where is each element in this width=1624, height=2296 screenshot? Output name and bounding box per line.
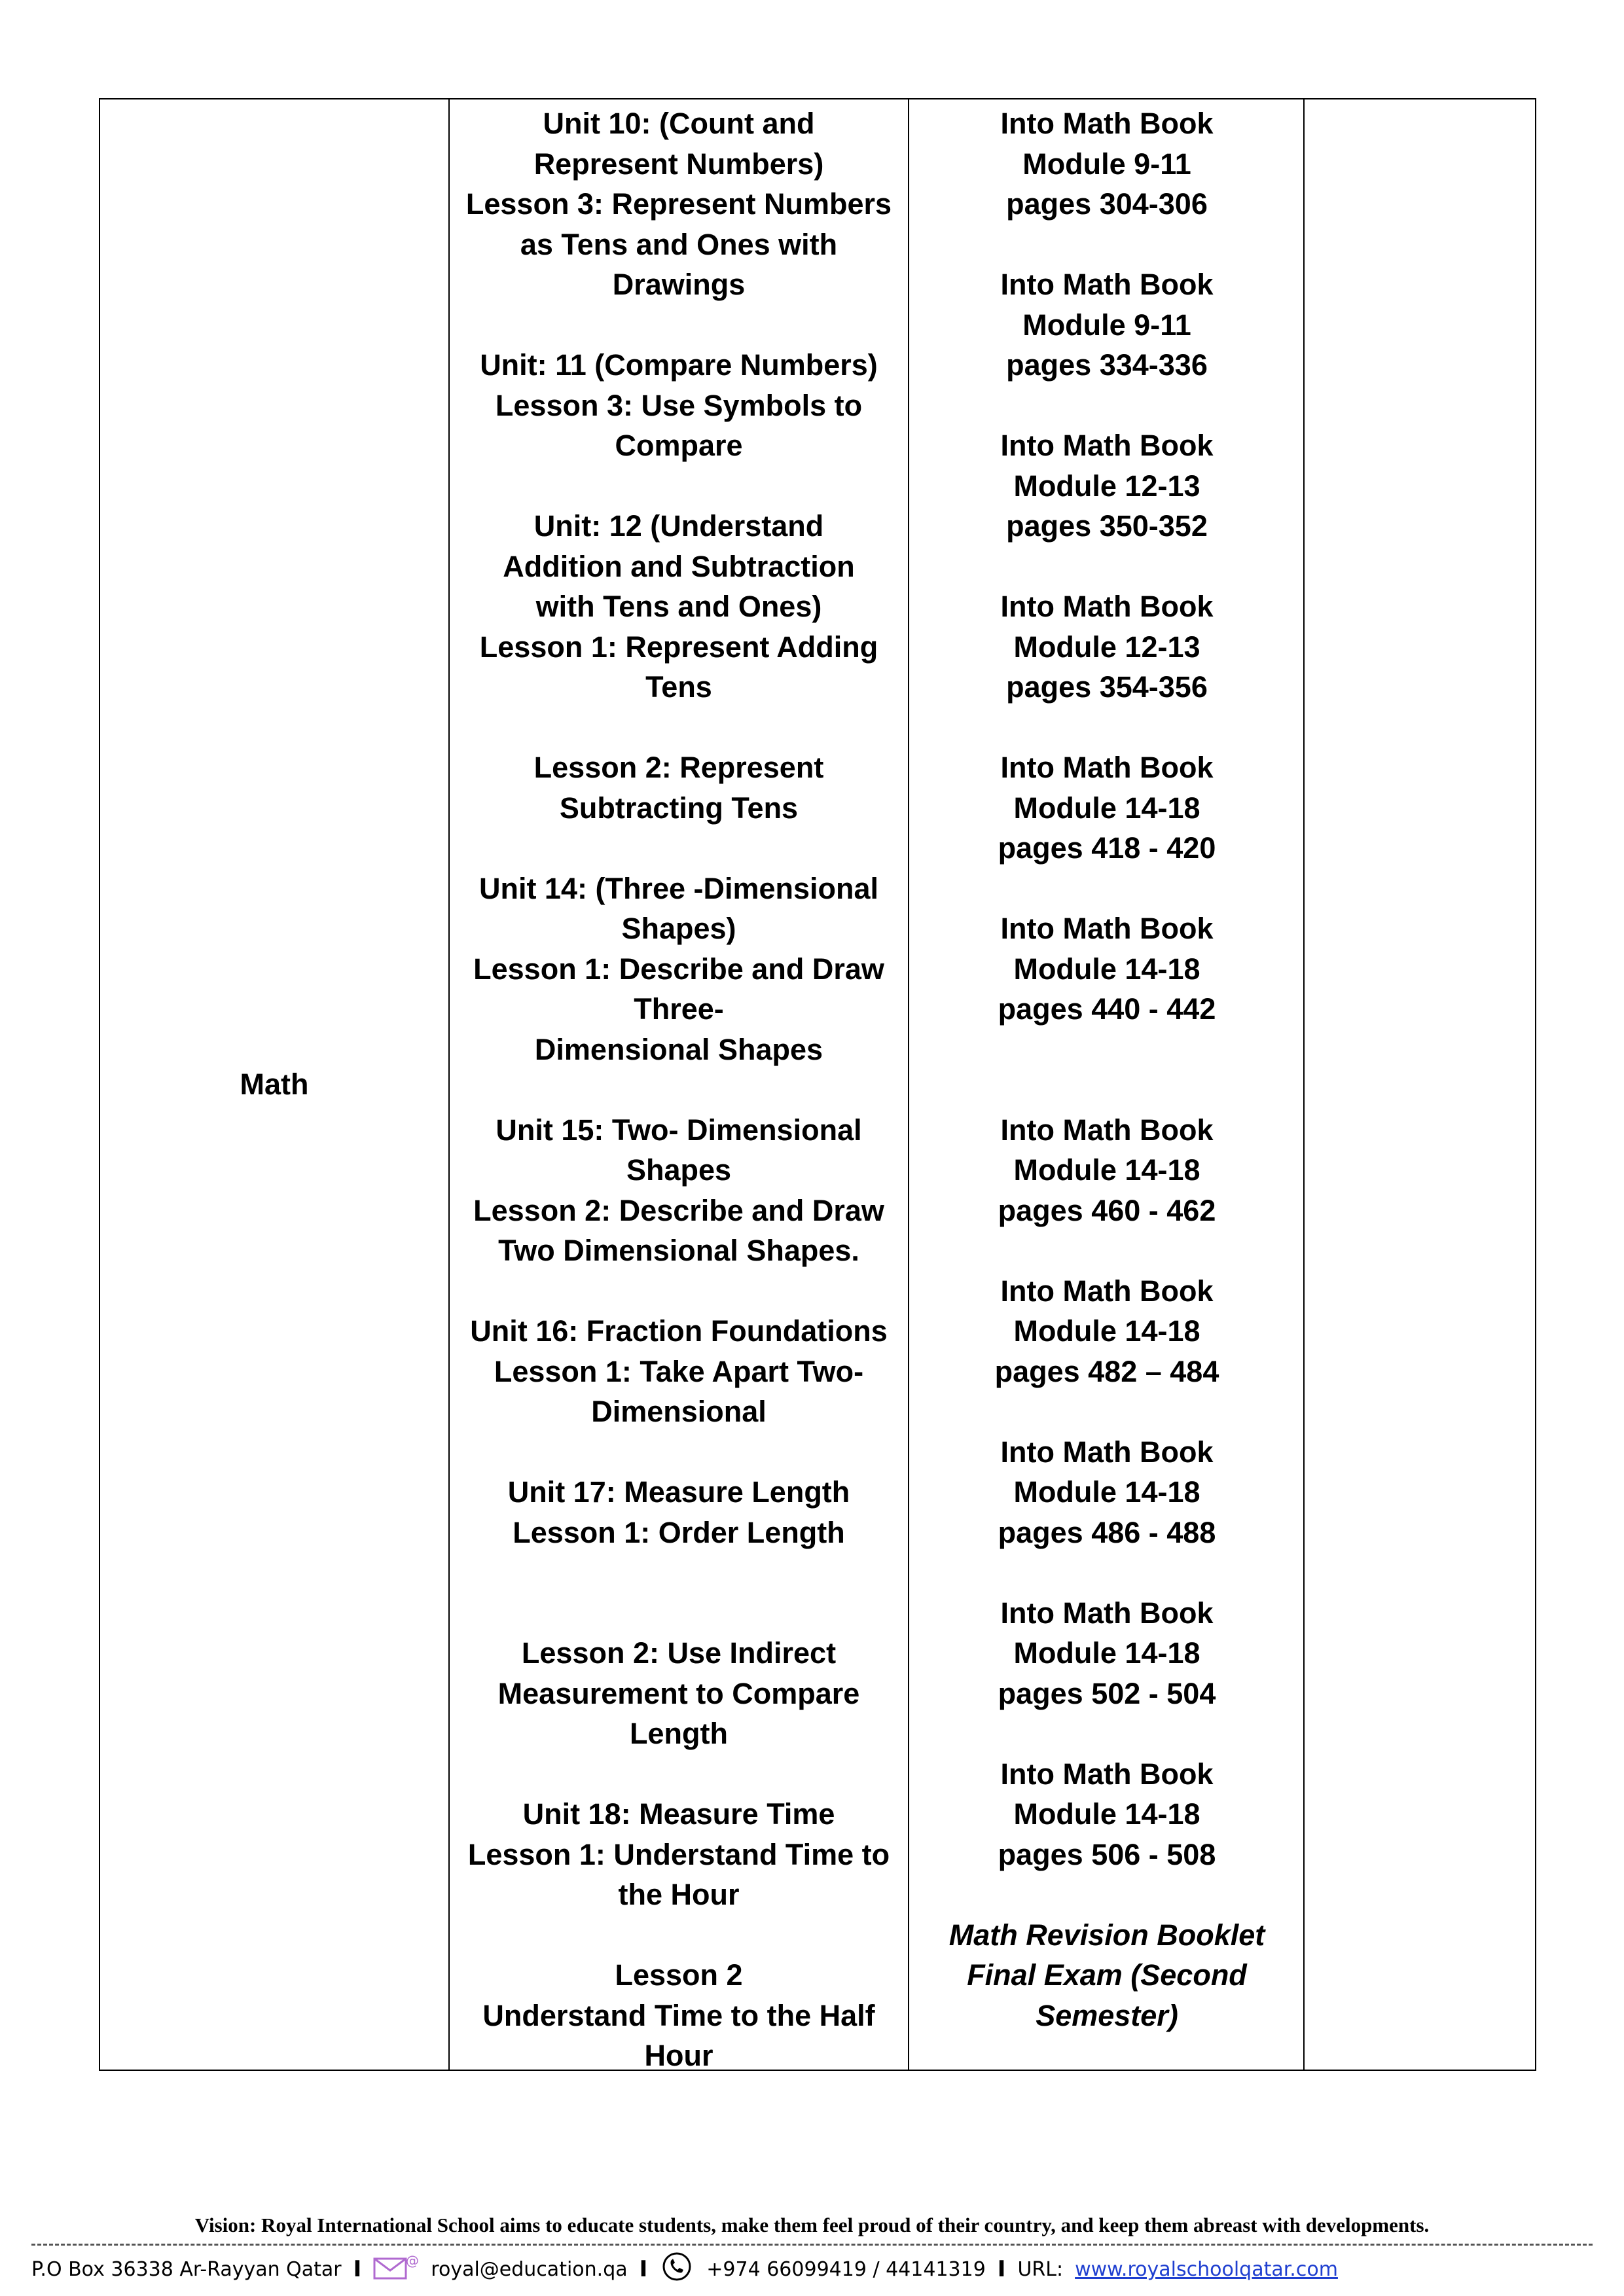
- lesson-line: Tens: [645, 670, 712, 704]
- resource-entry: [909, 103, 1305, 224]
- lesson-line: Unit 14: (Three -Dimensional: [478, 871, 879, 905]
- revision-line: Math Revision Booklet: [948, 1918, 1265, 1952]
- resource-line: Into Math Book: [1000, 1596, 1214, 1630]
- footer-contact: [31, 2251, 1338, 2287]
- lesson-line: Lesson 2: Represent: [533, 751, 824, 784]
- lesson-line: as Tens and Ones with: [520, 227, 838, 261]
- lesson-line: Compare: [615, 429, 743, 462]
- lesson-line: Measurement to Compare: [497, 1676, 860, 1710]
- revision-entry: [909, 1915, 1305, 2036]
- resource-entry: [909, 1271, 1305, 1392]
- resource-entry: [909, 1110, 1305, 1231]
- lesson-line: Lesson 1: Order Length: [513, 1515, 845, 1549]
- lesson-entry: [450, 1311, 908, 1432]
- resource-line: Module 14-18: [1013, 791, 1200, 825]
- svg-text:@: @: [406, 2253, 420, 2269]
- lesson-line: Two Dimensional Shapes.: [498, 1234, 859, 1267]
- resource-line: Into Math Book: [1000, 107, 1214, 140]
- resource-line: Into Math Book: [1000, 912, 1214, 945]
- lesson-line: the Hour: [618, 1878, 740, 1911]
- resource-line: pages 418 - 420: [998, 831, 1216, 865]
- lesson-line: Hour: [644, 2039, 713, 2072]
- lesson-line: Unit: 11 (Compare Numbers): [480, 348, 878, 382]
- lesson-line: Lesson 3: Represent Numbers: [465, 187, 892, 221]
- resource-line: pages 350-352: [1006, 509, 1208, 543]
- resource-line: Into Math Book: [1000, 590, 1214, 623]
- lesson-entry: [450, 103, 908, 305]
- resource-entry: [909, 1754, 1305, 1875]
- lesson-line: Understand Time to the Half: [482, 1998, 875, 2032]
- resource-line: Into Math Book: [1000, 1435, 1214, 1469]
- curriculum-table: [99, 98, 1536, 2071]
- resource-line: Module 12-13: [1013, 469, 1200, 503]
- resource-line: Module 12-13: [1013, 630, 1200, 664]
- lesson-line: Length: [630, 1717, 728, 1750]
- lesson-line: with Tens and Ones): [535, 590, 822, 623]
- lesson-line: Drawings: [612, 268, 746, 301]
- resource-line: Into Math Book: [1000, 268, 1214, 301]
- resource-line: pages 460 - 462: [998, 1193, 1216, 1227]
- lessons-cell: [450, 99, 908, 2070]
- url-label: URL:: [1017, 2257, 1064, 2281]
- lesson-entry: [450, 1794, 908, 1915]
- resource-line: Module 9-11: [1022, 308, 1191, 342]
- lesson-line: Represent Numbers): [533, 147, 824, 181]
- resource-line: Module 14-18: [1013, 1153, 1200, 1187]
- separator: I: [353, 2256, 362, 2282]
- lesson-entry: [450, 1633, 908, 1754]
- lesson-line: Lesson 1: Describe and Draw: [473, 952, 884, 986]
- resource-entry: [909, 1593, 1305, 1714]
- lesson-entry: [450, 747, 908, 828]
- lesson-line: Subtracting Tens: [559, 791, 799, 825]
- resource-line: pages 506 - 508: [998, 1837, 1216, 1871]
- lesson-line: Unit: 12 (Understand: [533, 509, 824, 543]
- resource-line: pages 482 – 484: [994, 1354, 1219, 1388]
- resource-line: Module 14-18: [1013, 1314, 1200, 1348]
- resource-line: Module 14-18: [1013, 1636, 1200, 1670]
- lesson-entry: [450, 869, 908, 1070]
- resource-line: Into Math Book: [1000, 1757, 1214, 1791]
- lesson-line: Lesson 2: [615, 1958, 743, 1992]
- notes-cell: [1305, 99, 1535, 2070]
- vision-statement: Vision: Royal International School aims to educate students, make them feel proud of their country, and keep them abreast with developments.: [194, 2214, 1430, 2236]
- lesson-line: Dimensional: [591, 1395, 767, 1428]
- lesson-line: Lesson 1: Take Apart Two-: [494, 1354, 864, 1388]
- subject-cell: [100, 99, 448, 2070]
- footer-divider: [31, 2244, 1593, 2246]
- resource-entry: [909, 264, 1305, 386]
- resource-line: Into Math Book: [1000, 1113, 1214, 1147]
- resource-line: Into Math Book: [1000, 751, 1214, 784]
- lesson-line: Addition and Subtraction: [503, 549, 855, 583]
- email-icon: [373, 2253, 419, 2285]
- resource-line: Module 9-11: [1022, 147, 1191, 181]
- resource-line: Module 14-18: [1013, 1475, 1200, 1509]
- phone-icon: [659, 2251, 695, 2287]
- resource-line: pages 502 - 504: [998, 1676, 1216, 1710]
- resource-entry: [909, 425, 1305, 547]
- lesson-line: Lesson 2: Describe and Draw: [473, 1193, 884, 1227]
- revision-line: Final Exam (Second: [967, 1958, 1247, 1992]
- resource-entry: [909, 586, 1305, 708]
- separator: I: [997, 2256, 1006, 2282]
- lesson-line: Lesson 3: Use Symbols to: [495, 388, 863, 422]
- phone-number: +974 66099419 / 44141319: [706, 2257, 986, 2281]
- lesson-line: Unit 15: Two- Dimensional: [496, 1113, 862, 1147]
- resource-entry: [909, 1432, 1305, 1553]
- website-link[interactable]: www.royalschoolqatar.com: [1075, 2257, 1338, 2281]
- lesson-line: Unit 17: Measure Length: [507, 1475, 850, 1509]
- resource-line: Into Math Book: [1000, 429, 1214, 462]
- po-box: P.O Box 36338 Ar-Rayyan Qatar: [31, 2257, 342, 2281]
- lesson-line: Unit 16: Fraction Foundations: [470, 1314, 888, 1348]
- resource-line: pages 334-336: [1006, 348, 1208, 382]
- subject-label: Math: [240, 1067, 309, 1101]
- lesson-line: Lesson 1: Understand Time to: [467, 1837, 890, 1871]
- email-address[interactable]: royal@education.qa: [431, 2257, 628, 2281]
- lesson-line: Unit 18: Measure Time: [522, 1797, 835, 1831]
- lesson-line: Dimensional Shapes: [534, 1032, 823, 1066]
- lesson-entry: [450, 1472, 908, 1552]
- lesson-line: Unit 10: (Count and: [543, 107, 815, 140]
- lesson-line: Shapes: [626, 1153, 732, 1187]
- resource-entry: [909, 747, 1305, 869]
- lesson-line: Shapes): [621, 912, 736, 945]
- resource-line: Module 14-18: [1013, 952, 1200, 986]
- lesson-line: Three-: [634, 992, 724, 1026]
- resource-line: pages 304-306: [1006, 187, 1208, 221]
- resource-entry: [909, 908, 1305, 1030]
- lesson-line: Lesson 2: Use Indirect: [521, 1636, 837, 1670]
- resources-cell: [909, 99, 1305, 2070]
- resource-line: Module 14-18: [1013, 1797, 1200, 1831]
- lesson-line: Lesson 1: Represent Adding: [479, 630, 878, 664]
- lesson-entry: [450, 1955, 908, 2076]
- lesson-entry: [450, 345, 908, 466]
- lesson-entry: [450, 506, 908, 708]
- lesson-entry: [450, 1110, 908, 1271]
- resource-line: pages 354-356: [1006, 670, 1208, 704]
- revision-line: Semester): [1036, 1998, 1178, 2032]
- separator: I: [639, 2256, 648, 2282]
- resource-line: Into Math Book: [1000, 1274, 1214, 1308]
- resource-line: pages 486 - 488: [998, 1515, 1216, 1549]
- resource-line: pages 440 - 442: [998, 992, 1216, 1026]
